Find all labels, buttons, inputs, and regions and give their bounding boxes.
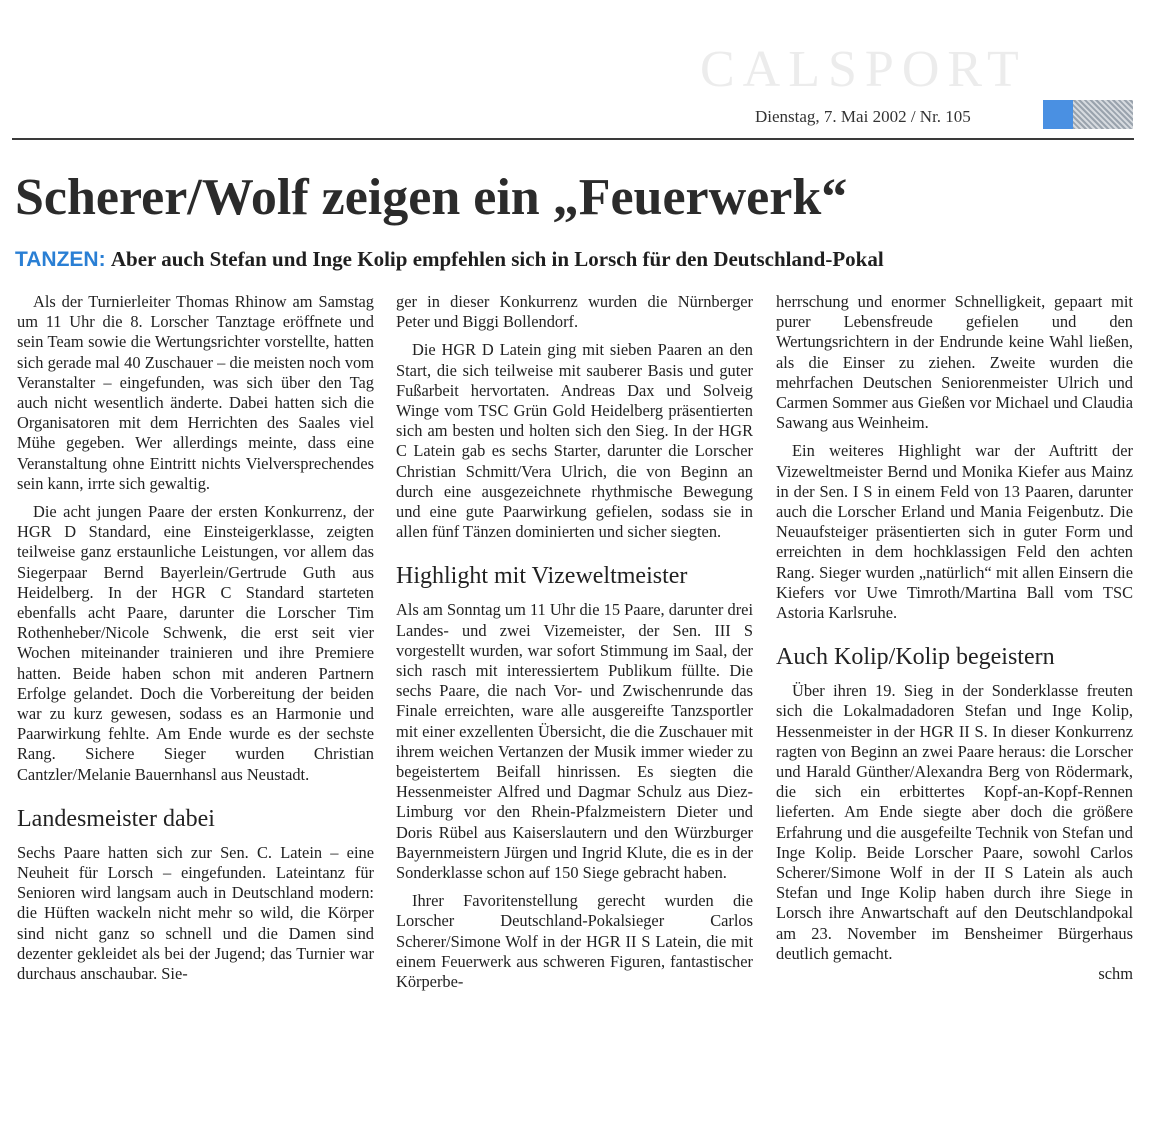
paragraph: Ihrer Favoritenstellung gerecht wurden die Lorscher Deutschland-Pokalsieger Carlos Scherer/Simone Wolf in der HGR II S Latein, die mit einem Feuerwerk aus schweren Figuren, fantastischer Körperbe-	[396, 891, 753, 992]
paragraph: ger in dieser Konkurrenz wurden die Nürnberger Peter und Biggi Bollendorf.	[396, 292, 753, 332]
dateline: Dienstag, 7. Mai 2002 / Nr. 105	[755, 107, 971, 126]
section-heading: Highlight mit Vizeweltmeister	[396, 563, 688, 590]
section-heading: Landesmeister dabei	[17, 805, 215, 832]
article-column-3	[776, 292, 1133, 984]
article-column-1	[17, 292, 374, 984]
headline: Scherer/Wolf zeigen ein „Feuerwerk“	[15, 169, 848, 226]
paragraph: Die acht jungen Paare der ersten Konkurrenz, der HGR D Standard, eine Einsteigerklasse, zeigten teilweise ganz erstaunliche Leistungen, vor allem das Siegerpaar Bernd Bayerlein/Gertrude Guth aus Heidelberg. In der HGR C Standard starteten ebenfalls acht Paare, darunter die Lorscher Tim Rothenheber/Nicole Schwenk, die erst seit vier Wochen miteinander trainieren und ihre Premiere hatten. Beide haben schon mit anderen Partnern Erfolge gelandet. Doch die Vorbereitung der beiden war zu kurz gewesen, sodass es an Harmonie und Paarwirkung fehlte. Am Ende wurde es der sechste Rang. Sichere Sieger wurden Christian Cantzler/Melanie Bauernhansl aus Neustadt.	[17, 502, 374, 784]
header-rule	[12, 138, 1134, 140]
paragraph: Als der Turnierleiter Thomas Rhinow am Samstag um 11 Uhr die 8. Lorscher Tanztage eröffnete und sein Team sowie die Wertungsrichter vorstellte, hatten sich gerade mal 40 Zuschauer – die meisten noch vom Veranstalter – eingefunden, was sich über den Tag auch nicht wesentlich änderte. Dabei hatten sich die Organisatoren mit dem Herrichten des Saales viel Mühe gegeben. Wer allerdings meinte, dass eine Veranstaltung ohne Eintritt nichts Vielversprechendes sein kann, irrte sich gewaltig.	[17, 292, 374, 493]
paragraph: Als am Sonntag um 11 Uhr die 15 Paare, darunter drei Landes- und zwei Vizemeister, der Sen. III S vorgestellt wurden, war sofort Stimmung im Saal, der sich rasch mit interessiertem Publikum füllte. Die sechs Paare, die nach Vor- und Zwischenrunde das Finale erreichten, ware alle ausgereifte Tanzsportler mit einer exzellenten Übersicht, die die Zuschauer mit ihrem weichen Vertanzen der Musik immer wieder zu begeistertem Beifall hinrissen. Es siegten die Hessenmeister Alfred und Dagmar Schulz aus Diez-Limburg vor den Rhein-Pfalzmeistern Dieter und Doris Rübel aus Kaiserslautern und den Würzburger Bayernmeistern Jürgen und Ingrid Klute, die es in der Sonderklasse schon auf 150 Siege gebracht haben.	[396, 600, 753, 883]
paragraph: Sechs Paare hatten sich zur Sen. C. Latein – eine Neuheit für Lorsch – eingefunden. Lateintanz für Senioren wird langsam auch in Deutschland modern: die Hüften wackeln nicht mehr so wild, die Körper sind nicht ganz so schnell und die Damen sind dezenter gekleidet als bei der Jugend; das Turnier war durchaus anschaubar. Sie-	[17, 842, 374, 984]
kicker-subhead: Aber auch Stefan und Inge Kolip empfehlen sich in Lorsch für den Deutschland-Pokal	[110, 247, 884, 271]
signature-text: schm	[1098, 964, 1133, 984]
paragraph: Ein weiteres Highlight war der Auftritt der Vizeweltmeister Bernd und Monika Kiefer aus Mainz in der Sen. I S in einem Feld von 13 Paaren, darunter auch die Lorscher Erland und Mania Feigenbutz. Die Neuaufsteiger präsentierten sich in guter Form und erreichten in dem hochklassigen Feld den achten Rang. Sieger wurden „natürlich“ mit allen Einsern die Kiefers vor Uwe Timroth/Martina Ball vom TSC Astoria Karlsruhe.	[776, 441, 1133, 623]
paragraph: Die HGR D Latein ging mit sieben Paaren an den Start, die sich teilweise mit sauberer Basis und guter Fußarbeit hervortaten. Andreas Dax und Solveig Winge vom TSC Grün Gold Heidelberg präsentierten sich am besten und holten sich den Sieg. In der HGR C Latein gab es sechs Starter, darunter die Lorscher Christian Schmitt/Vera Ulrich, die von Beginn an durch eine ausgezeichnete rhythmische Bewegung und eine gute Paarwirkung gefielen, sodass sie in allen fünf Tänzen dominierten und sicher siegten.	[396, 340, 753, 542]
paragraph: herrschung und enormer Schnelligkeit, gepaart mit purer Lebensfreude gefielen und den Wertungsrichtern in der Endrunde keine Wahl ließen, als die Einser zu ziehen. Zweite wurden die mehrfachen Deutschen Seniorenmeister Ulrich und Carmen Sommer aus Gießen vor Michael und Claudia Sawang aus Weinheim.	[776, 292, 1133, 433]
masthead-ghost-text: CALSPORT	[700, 41, 1027, 98]
color-bar-hatched	[1073, 100, 1133, 129]
kicker	[15, 247, 884, 272]
kicker-tag: TANZEN:	[15, 248, 106, 271]
article-column-2	[396, 292, 753, 992]
paragraph: Über ihren 19. Sieg in der Sonderklasse freuten sich die Lokalmadadoren Stefan und Inge Kolip, Hessenmeister in der HGR II S. In dieser Konkurrenz ragten von Beginn an zwei Paare heraus: die Lorscher und Harald Günther/Alexandra Berg von Rödermark, die sich ein erbittertes Kopf-an-Kopf-Rennen lieferten. Am Ende siegte aber doch die größere Erfahrung und die ausgefeilte Technik von Stefan und Inge Kolip. Beide Lorscher Paare, sowohl Carlos Scherer/Simone Wolf in der II S Latein als auch Stefan und Inge Kolip haben durch ihre Siege in Lorsch ihre Anwartschaft auf den Deutschlandpokal am 23. November im Bensheimer Bürgerhaus deutlich gemacht.	[776, 681, 1133, 963]
section-heading: Auch Kolip/Kolip begeistern	[776, 644, 1055, 671]
color-bar-blue	[1043, 100, 1073, 129]
